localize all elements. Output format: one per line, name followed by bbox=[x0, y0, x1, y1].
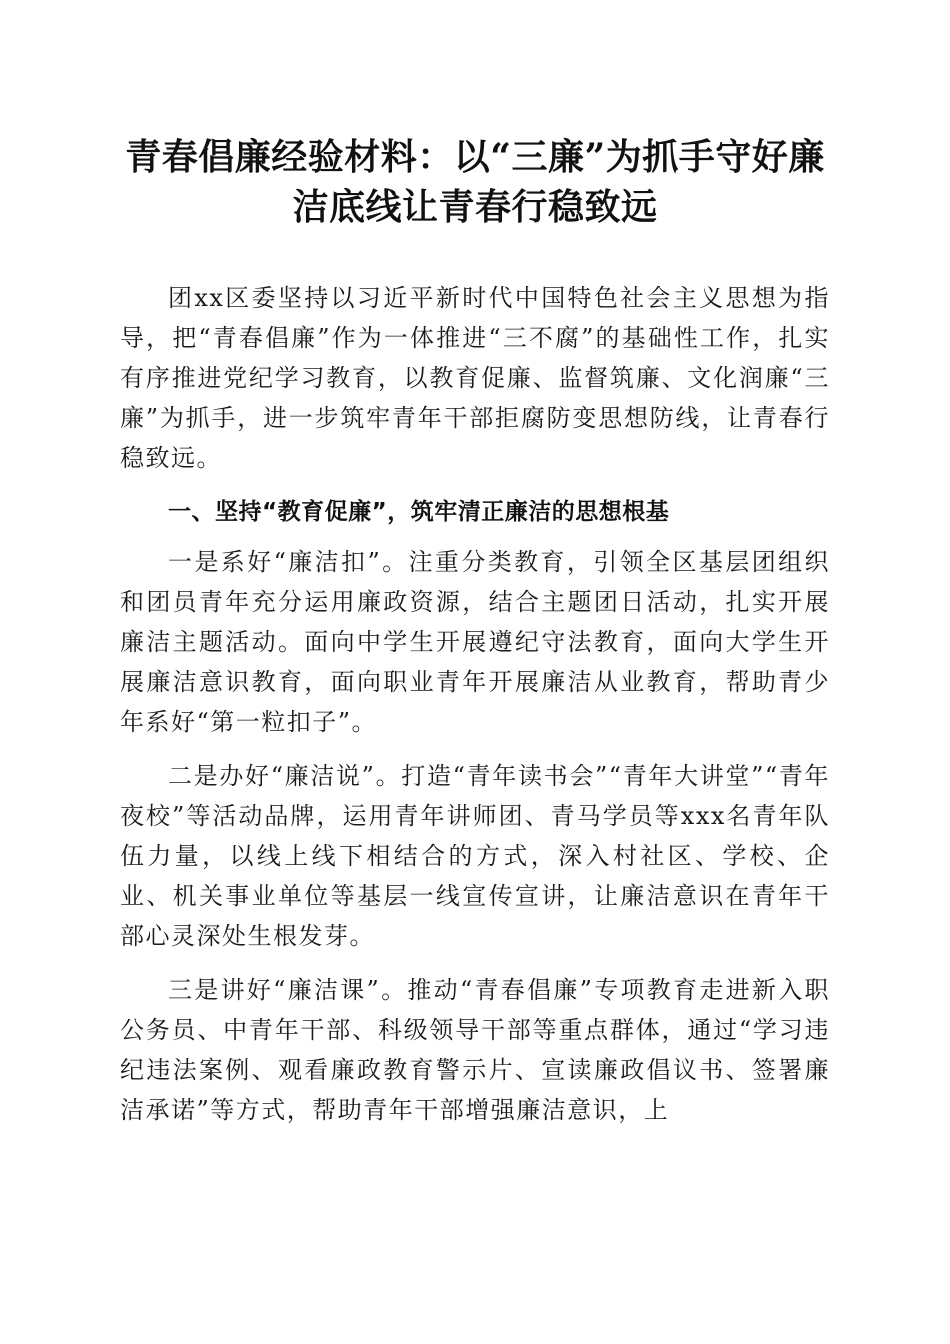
title-line-2: 洁底线让青春行稳致远 bbox=[292, 186, 658, 228]
section-heading-1: 一、坚持“教育促廉”，筑牢清正廉洁的思想根基 bbox=[168, 499, 670, 525]
document-title bbox=[110, 132, 840, 232]
paragraph-1: 一是系好“廉洁扣”。注重分类教育，引领全区基层团组织和团员青年充分运用廉政资源，结合主题团日活动，扎实开展廉洁主题活动。面向中学生开展遵纪守法教育，面向大学生开展廉洁意识教育，面向职业青年开展廉洁从业教育，帮助青少年系好“第一粒扣子”。 bbox=[120, 548, 830, 736]
intro-paragraph: 团xx区委坚持以习近平新时代中国特色社会主义思想为指导，把“青春倡廉”作为一体推进“三不腐”的基础性工作，扎实有序推进党纪学习教育，以教育促廉、监督筑廉、文化润廉“三廉”为抓手，进一步筑牢青年干部拒腐防变思想防线，让青春行稳致远。 bbox=[120, 284, 830, 472]
title-line-1: 青春倡廉经验材料：以“三廉”为抓手守好廉 bbox=[125, 136, 825, 178]
document-body bbox=[120, 278, 830, 1144]
paragraph-3: 三是讲好“廉洁课”。推动“青春倡廉”专项教育走进新入职公务员、中青年干部、科级领导干部等重点群体，通过“学习违纪违法案例、观看廉政教育警示片、宣读廉政倡议书、签署廉洁承诺”等方式，帮助青年干部增强廉洁意识，上 bbox=[120, 976, 830, 1124]
paragraph-2: 二是办好“廉洁说”。打造“青年读书会”“青年大讲堂”“青年夜校”等活动品牌，运用青年讲师团、青马学员等xxx名青年队伍力量，以线上线下相结合的方式，深入村社区、学校、企业、机关事业单位等基层一线宣传宣讲，让廉洁意识在青年干部心灵深处生根发芽。 bbox=[120, 762, 830, 950]
